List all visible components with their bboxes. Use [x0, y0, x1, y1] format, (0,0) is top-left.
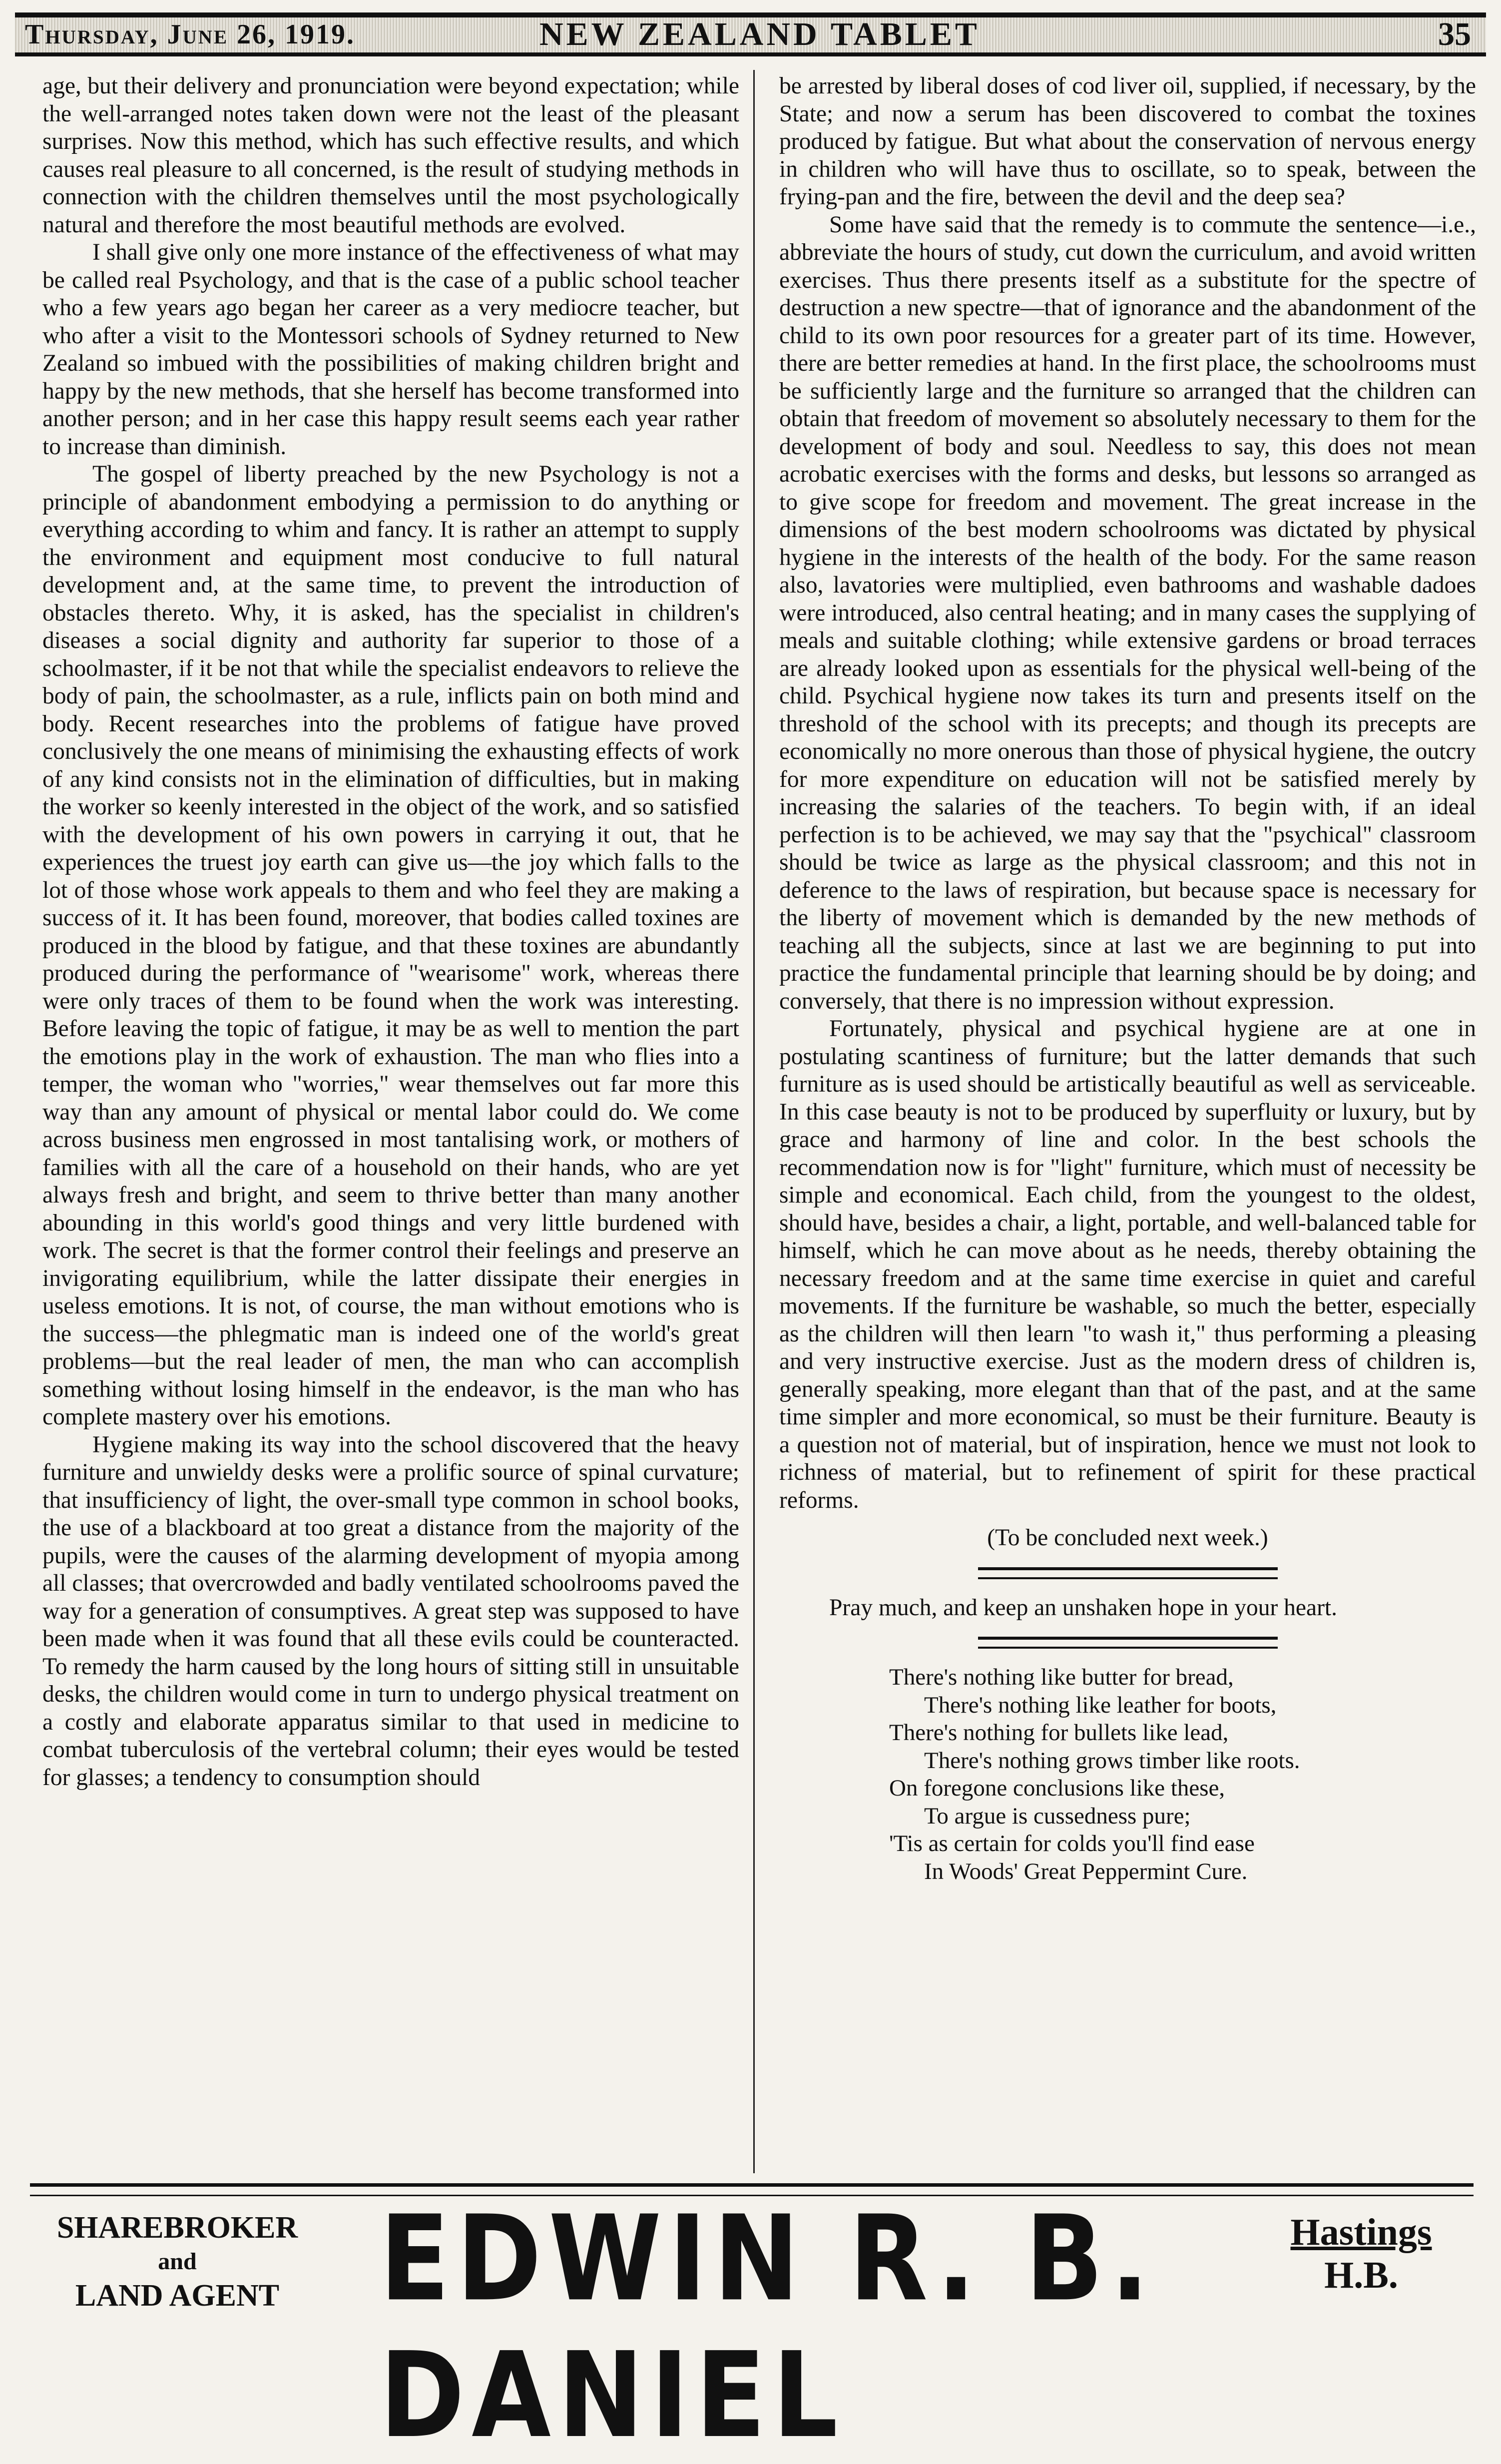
- masthead-title: NEW ZEALAND TABLET: [539, 16, 980, 52]
- poem-line: There's nothing for bullets like lead,: [889, 1720, 1229, 1746]
- section-rule: [978, 1637, 1278, 1649]
- maxim: Pray much, and keep an unshaken hope in your heart.: [829, 1594, 1337, 1621]
- poem-line: There's nothing like leather for boots,: [924, 1692, 1277, 1718]
- poem-line: 'Tis as certain for colds you'll find ease: [889, 1831, 1255, 1856]
- paragraph: Some have said that the remedy is to commute the sentence—i.e., abbreviate the hours of study, cut down the curriculum, and avoid written exercises. Thus there presents itself as a substitute for the spectre of destruction a new spectre—that of ignorance and the abandonment of the child to its own poor resources for a greater part of its time. However, there are better remedies at hand. In the first place, the schoolrooms must be sufficiently large and the furniture so arranged that the children can obtain that freedom of movement so absolutely necessary to them for the development of body and soul. Needless to say, this does not mean acrobatic exercises with the forms and desks, but lessons so arranged as to give scope for freedom and movement. The great increase in the dimensions of the best modern schoolrooms was dictated by physical hygiene in the interests of the health of the body. For the same reason also, lavatories were multiplied, even bathrooms and washable dadoes were introduced, also central heating; and in many cases the supplying of meals and suitable clothing; while extensive gardens or broad terraces are already looked upon as essentials for the physical well-being of the child. Psychical hygiene now takes its turn and presents itself on the threshold of the school with its precepts; and though its precepts are economically no more onerous than those of physical hygiene, the outcry for more expenditure on education will not be satisfied merely by increasing the salaries of the teachers. To begin with, if an ideal perfection is to be achieved, we may say that the "psychical" classroom should be twice as large as the physical classroom; and this not in deference to the laws of respiration, but because space is necessary for the liberty of movement which is demanded by the new methods of teaching all the subjects, since at last we are beginning to put into practice the fundamental principle that learning should be by doing; and conversely, that there is no impression without expression.: [779, 211, 1476, 1014]
- header-date: Thursday, June 26, 1919.: [25, 19, 355, 50]
- poem-line: In Woods' Great Peppermint Cure.: [924, 1858, 1248, 1884]
- poem-line: To argue is cussedness pure;: [924, 1803, 1191, 1829]
- ad-town: Hastings: [1290, 2211, 1432, 2253]
- poem-line: There's nothing grows timber like roots.: [924, 1747, 1300, 1774]
- page-number: 35: [1438, 16, 1471, 52]
- right-column: [779, 72, 1476, 1885]
- poem: [779, 1664, 1476, 1885]
- ad-location: [1279, 2211, 1444, 2297]
- paragraph: I shall give only one more instance of the effectiveness of what may be called real Psychology, and that is the case of a public school teacher who a few years ago began her career as a very mediocre teacher, but who after a visit to the Montessori schools of Sydney returned to New Zealand so imbued with the possibilities of making children bright and happy by the new methods, that she herself has become transformed into another person; and in her case this happy result seems each year rather to increase than diminish.: [42, 239, 739, 460]
- ad-left-line: and: [158, 2248, 197, 2275]
- ad-left-line: SHAREBROKER: [56, 2211, 298, 2245]
- paragraph: Hygiene making its way into the school discovered that the heavy furniture and unwieldy desks were a prolific source of spinal curvature; that insufficiency of light, the over-small type common in school books, the use of a blackboard at too great a distance from the majority of the pupils, were the causes of the alarming development of myopia among all classes; that overcrowded and badly ventilated schoolrooms paved the way for a generation of consumptives. A great step was supposed to have been made when it was found that all these evils could be counteracted. To remedy the harm caused by the long hours of sitting still in unsuitable desks, the children would come in turn to undergo physical treatment on a costly and elaborate apparatus similar to that used in medicine to combat tuberculosis of the vertebral column; their eyes would be tested for glasses; a tendency to consumption should: [42, 1431, 739, 1791]
- poem-line: On foregone conclusions like these,: [889, 1775, 1225, 1801]
- paragraph: The gospel of liberty preached by the new Psychology is not a principle of abandonment embodying a permission to do anything or everything according to whim and fancy. It is rather an attempt to supply the environment and equipment most conducive to full natural development and, at the same time, to prevent the introduction of obstacles thereto. Why, it is asked, has the specialist in children's diseases a social dignity and authority far superior to those of a schoolmaster, if it be not that while the specialist endeavors to relieve the body of pain, the schoolmaster, as a rule, inflicts pain on both mind and body. Recent researches into the problems of fatigue have proved conclusively the one means of minimising the exhausting effects of work of any kind consists not in the elimination of difficulties, but in making the worker so keenly interested in the object of the work, and so satisfied with the development of his own powers in carrying it out, that he experiences the truest joy earth can give us—the joy which falls to the lot of those whose work appeals to them and who feel they are making a success of it. It has been found, moreover, that bodies called toxines are produced in the blood by fatigue, and that these toxines are abundantly produced during the performance of "wearisome" work, whereas there were only traces of them to be found when the work was interesting. Before leaving the topic of fatigue, it may be as well to mention the part the emotions play in the work of exhaustion. The man who flies into a temper, the woman who "worries," wear themselves out far more this way than any amount of physical or mental labor could do. We come across business men engrossed in most tantalising work, or mothers of families with all the care of a household on their hands, who are yet always fresh and bright, and seem to thrive better than many another abounding in this world's good things and very little burdened with work. The secret is that the former control their feelings and preserve an invigorating equilibrium, while the latter dissipate their energies in useless emotions. It is not, of course, the man without emotions who is the success—the phlegmatic man is indeed one of the world's great problems—but the real leader of men, the man who can accomplish something without losing himself in the endeavor, is the man who has complete mastery over his emotions.: [42, 461, 739, 1430]
- section-rule: [978, 1567, 1278, 1579]
- left-column: [42, 72, 739, 1792]
- column-divider: [753, 70, 755, 2173]
- page-header: [15, 12, 1486, 57]
- continued-notice: (To be concluded next week.): [987, 1525, 1268, 1551]
- ad-left-line: LAND AGENT: [75, 2279, 280, 2313]
- ad-name: EDWIN R. B. DANIEL: [380, 2191, 1156, 2464]
- poem-line: There's nothing like butter for bread,: [889, 1664, 1234, 1690]
- ad-region: H.B.: [1324, 2254, 1398, 2296]
- ad-occupation: [47, 2211, 307, 2313]
- paragraph: age, but their delivery and pronunciation were beyond expectation; while the well-arranged notes taken down were not the least of the pleasant surprises. Now this method, which has such effective results, and which causes real pleasure to all concerned, is the result of studying methods in connection with the children themselves until the most psychologically natural and therefore the most beautiful methods are evolved.: [42, 73, 739, 238]
- paragraph: Fortunately, physical and psychical hygiene are at one in postulating scantiness of furniture; but the latter demands that such furniture as is used should be artistically beautiful as well as serviceable. In this case beauty is not to be produced by superfluity or luxury, but by grace and harmony of line and color. In the best schools the recommendation now is for "light" furniture, which must of necessity be simple and economical. Each child, from the youngest to the oldest, should have, besides a chair, a light, portable, and well-balanced table for himself, which he can move about as he needs, thereby obtaining the necessary freedom and at the same time exercise in quiet and careful movements. If the furniture be washable, so much the better, especially as the children will then learn "to wash it," thus performing a pleasing and very instructive exercise. Just as the modern dress of children is, generally speaking, more elegant than that of the past, and at the same time simpler and more economical, so must be their furniture. Beauty is a question not of material, but of inspiration, hence we must not look to richness of material, but to refinement of spirit for these practical reforms.: [779, 1016, 1476, 1513]
- paragraph: be arrested by liberal doses of cod liver oil, supplied, if necessary, by the State; and now a serum has been discovered to combat the toxines produced by fatigue. But what about the conservation of nervous energy in children who will have thus to oscillate, so to speak, between the frying-pan and the fire, between the devil and the deep sea?: [779, 73, 1476, 210]
